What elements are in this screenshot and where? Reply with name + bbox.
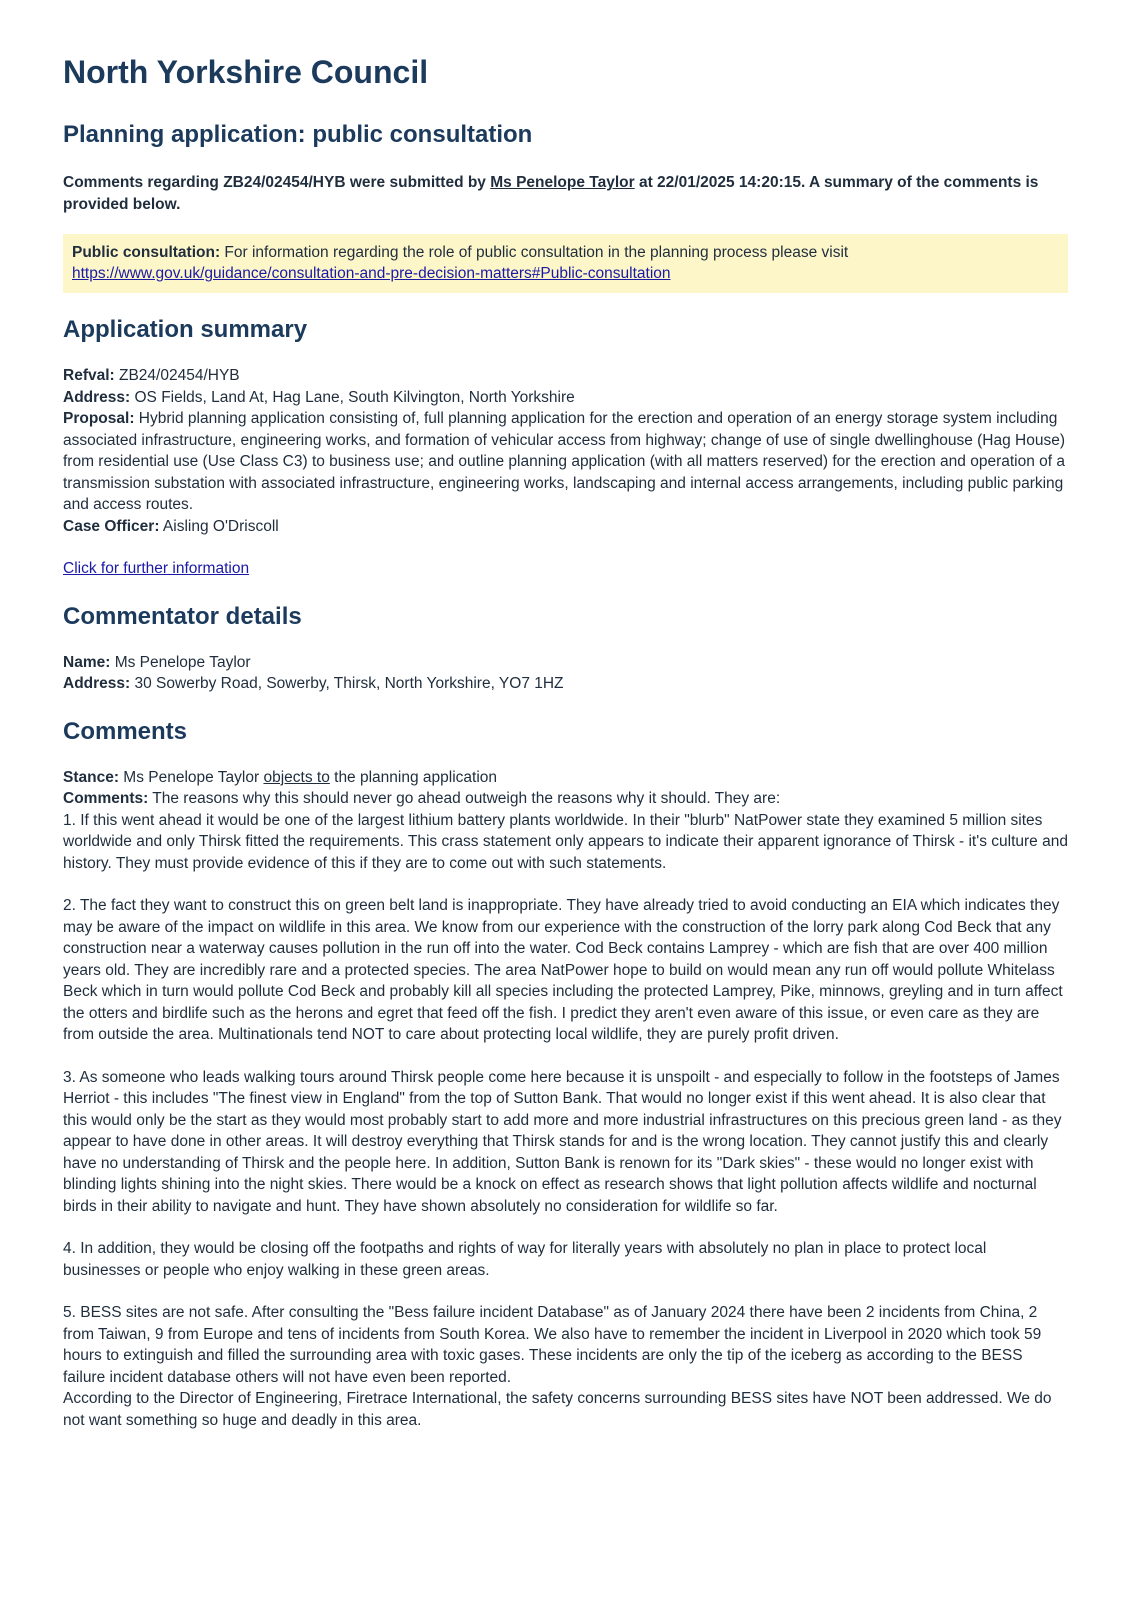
- proposal-value: Hybrid planning application consisting of, full planning application for the erection and operation of an energy storage system including associated infrastructure, engineering works, and formation of vehicular access from highway; change of use of single dwellinghouse (Hag House) from residential use (Use Class C3) to business use; and outline planning application (with all matters reserved) for the erection and operation of a transmission substation with associated infrastructure, engineering works, landscaping and internal access arrangements, including public parking and access routes.: [63, 410, 1066, 513]
- name-row: [63, 652, 1068, 674]
- notice-text: For information regarding the role of public consultation in the planning process please visit: [220, 244, 849, 261]
- intro-suffix: at 22/01/2025 14:20:15. A summary of the comments is provided below.: [63, 174, 1039, 213]
- proposal-row: [63, 408, 1068, 516]
- stance-label: Stance:: [63, 768, 119, 786]
- commentator-address-label: Address:: [63, 675, 131, 692]
- name-value: Ms Penelope Taylor: [110, 653, 251, 671]
- comments-heading: Comments: [63, 717, 188, 745]
- comments-intro-row: [63, 788, 1068, 810]
- organisation-title: North Yorkshire Council: [63, 54, 429, 90]
- comment-paragraph-4: 4. In addition, they would be closing off the footpaths and rights of way for literally years with absolutely no plan in place to protect local businesses or people who enjoy walking in these green areas.: [63, 1240, 987, 1279]
- page-title: Planning application: public consultation: [63, 121, 533, 148]
- comment-paragraph-2: 2. The fact they want to construct this on green belt land is inappropriate. They have already tried to avoid conducting an EIA which indicates they may be aware of the impact on wildlife in this area. We know from our experience with the construction of the lorry park along Cod Beck that any construction near a waterway causes pollution in the run off into the water. Cod Beck contains Lamprey - which are fish that are over 400 million years old. They are incredibly rare and a protected species. The area NatPower hope to build on would mean any run off would pollute Whitelass Beck which in turn would pollute Cod Beck and probably kill all species including the protected Lamprey, Pike, minnows, greyling and in turn affect the otters and birdlife such as the herons and egret that feed off the fish. I predict they aren't even aware of this issue, or even care as they are from outside the area. Multinationals tend NOT to care about protecting local wildlife, they are purely profit driven.: [63, 897, 1063, 1043]
- further-information-link[interactable]: Click for further information: [63, 560, 250, 577]
- submission-intro: [63, 172, 1068, 216]
- commentator-address-value: 30 Sowerby Road, Sowerby, Thirsk, North Yorkshire, YO7 1HZ: [130, 675, 564, 692]
- comments-body: [63, 767, 1068, 1432]
- application-summary: [63, 365, 1068, 580]
- stance-prefix: Ms Penelope Taylor: [119, 768, 264, 786]
- stance-verb: objects to: [263, 768, 330, 786]
- refval-label: Refval:: [63, 367, 115, 384]
- comment-paragraph-6: According to the Director of Engineering, Firetrace International, the safety concerns surrounding BESS sites have NOT been addressed. We do not want something so huge and deadly in this area.: [63, 1390, 1052, 1429]
- address-label: Address:: [63, 388, 131, 406]
- comments-label: Comments:: [63, 790, 149, 807]
- case-officer-label: Case Officer:: [63, 517, 160, 535]
- guidance-link[interactable]: https://www.gov.uk/guidance/consultation-and-pre-decision-matters#Public-consultation: [72, 265, 671, 282]
- comment-paragraph-5: 5. BESS sites are not safe. After consulting the "Bess failure incident Database" as of January 2024 there have been 2 incidents from China, 2 from Taiwan, 9 from Europe and tens of incidents from South Korea. We also have to remember the incident in Liverpool in 2020 which took 59 hours to extinguish and filled the surrounding area with toxic gases. These incidents are only the tip of the iceberg as according to the BESS failure incident database others will not have even been reported.: [63, 1304, 1042, 1386]
- case-officer-row: [63, 516, 1068, 538]
- comment-paragraph-3: 3. As someone who leads walking tours around Thirsk people come here because it is unspoilt - and especially to follow in the footsteps of James Herriot - this includes "The finest view in England" from the top of Sutton Bank. That would no longer exist if this went ahead. It is also clear that this would only be the start as they would most probably start to add more and more industrial infrastructures on this precious green land - as they appear to have done in other areas. It will destroy everything that Thirsk stands for and is the wrong location. They cannot justify this and clearly have no understanding of Thirsk and the people here. In addition, Sutton Bank is renown for its "Dark skies" - these would no longer exist with blinding lights shining into the night skies. There would be a knock on effect as research shows that light pollution affects wildlife and nocturnal birds in their ability to navigate and hunt. They have shown absolutely no consideration for wildlife so far.: [63, 1068, 1062, 1215]
- address-value: OS Fields, Land At, Hag Lane, South Kilvington, North Yorkshire: [130, 388, 575, 406]
- commentator-address-row: [63, 673, 1068, 695]
- refval-row: [63, 365, 1068, 387]
- notice-label: Public consultation:: [72, 244, 221, 261]
- commentator-details: [63, 652, 1068, 695]
- refval-value: ZB24/02454/HYB: [114, 367, 240, 384]
- public-consultation-notice: [63, 234, 1068, 293]
- commentator-name-link[interactable]: Ms Penelope Taylor: [490, 174, 635, 191]
- name-label: Name:: [63, 653, 111, 671]
- comment-paragraph-1: 1. If this went ahead it would be one of the largest lithium battery plants worldwide. In their "blurb" NatPower state they examined 5 million sites worldwide and only Thirsk fitted the requirements. This crass statement only appears to indicate their apparent ignorance of Thirsk - it's culture and history. They must provide evidence of this if they are to come out with such statements.: [63, 811, 1068, 872]
- case-officer-value: Aisling O'Driscoll: [159, 517, 279, 535]
- comments-intro: The reasons why this should never go ahead outweigh the reasons why it should. They are:: [148, 790, 781, 807]
- intro-prefix: Comments regarding ZB24/02454/HYB were submitted by: [63, 174, 491, 191]
- commentator-details-heading: Commentator details: [63, 602, 302, 630]
- application-summary-heading: Application summary: [63, 316, 308, 343]
- stance-suffix: the planning application: [329, 768, 498, 786]
- proposal-label: Proposal:: [63, 410, 135, 427]
- stance-row: [63, 767, 1068, 789]
- address-row: [63, 387, 1068, 409]
